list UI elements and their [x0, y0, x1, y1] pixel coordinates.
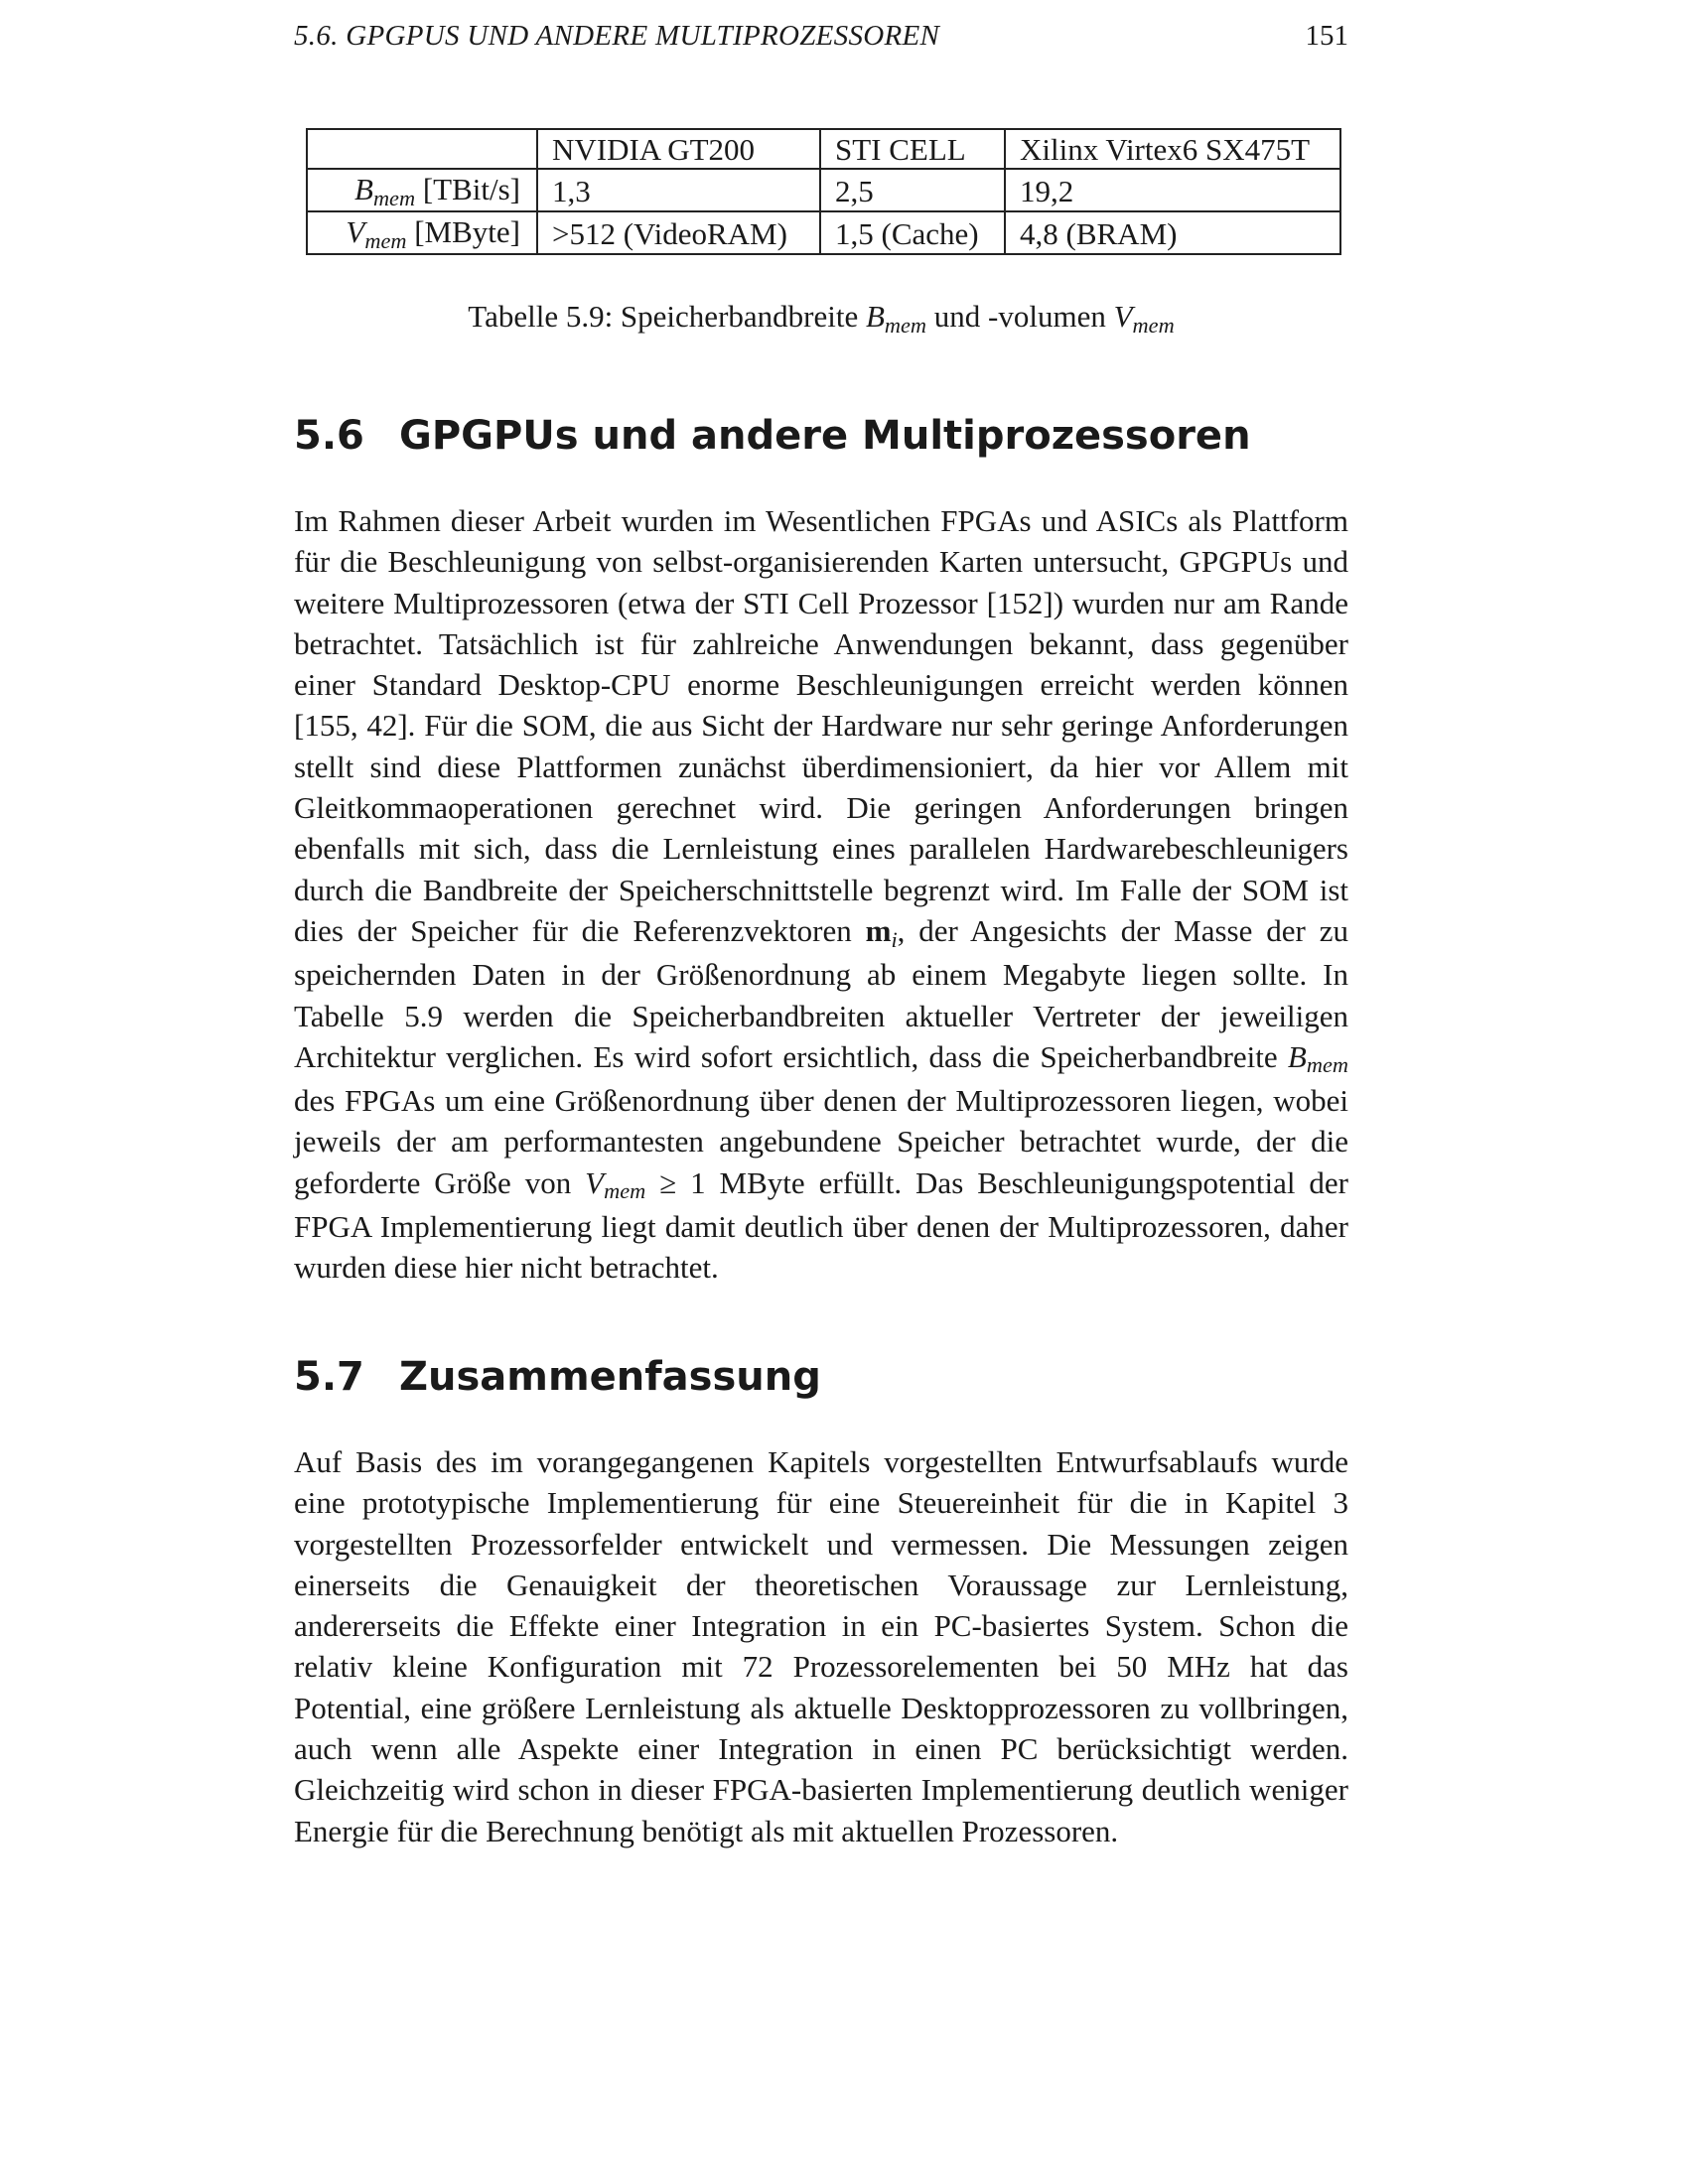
- math-subscript: mem: [884, 312, 927, 338]
- section-5-6-paragraph: [294, 500, 1348, 1289]
- math-subscript: mem: [1306, 1052, 1348, 1078]
- table-header-cell: NVIDIA GT200: [537, 129, 820, 169]
- section-heading-5-6: [294, 411, 1251, 461]
- unit-label: [MByte]: [406, 214, 520, 249]
- unit-label: [TBit/s]: [415, 172, 520, 206]
- running-head-title: 5.6. GPGPUS UND ANDERE MULTIPROZESSOREN: [294, 20, 940, 52]
- table-caption: [294, 296, 1348, 341]
- math-variable: B: [1287, 1038, 1307, 1074]
- table-cell: 2,5: [820, 169, 1005, 211]
- section-heading-5-7: [294, 1352, 821, 1402]
- math-variable: m: [865, 912, 892, 948]
- math-subscript: mem: [604, 1178, 646, 1204]
- table-row-label: [307, 169, 537, 211]
- table-row-label: [307, 211, 537, 254]
- table-row: [307, 169, 1340, 211]
- math-subscript: mem: [372, 185, 416, 210]
- math-subscript: i: [891, 926, 898, 952]
- paragraph-text: , der Angesichts der Masse der zu speichernden Daten in der Größenordnung ab einem Megabyte liegen sollte. In Tabelle 5.9 werden die Speicherbandbreiten aktueller Vertreter der jeweiligen Architektur verglichen. Es wird sofort ersichtlich, dass die Speicherbandbreite: [294, 912, 1348, 1074]
- table-header-cell: Xilinx Virtex6 SX475T: [1005, 129, 1340, 169]
- table-header-row: [307, 129, 1340, 169]
- memory-bandwidth-table: [306, 128, 1341, 255]
- caption-text: und -volumen: [926, 299, 1114, 334]
- page-number: 151: [1305, 20, 1348, 52]
- math-variable: B: [865, 299, 885, 334]
- math-variable: V: [585, 1164, 605, 1200]
- table-cell: 4,8 (BRAM): [1005, 211, 1340, 254]
- math-subscript: mem: [364, 227, 407, 253]
- section-title: GPGPUs und andere Multiprozessoren: [399, 413, 1251, 459]
- table-header-cell: [307, 129, 537, 169]
- table-cell: >512 (VideoRAM): [537, 211, 820, 254]
- table-cell: 1,3: [537, 169, 820, 211]
- paragraph-text: des FPGAs um eine Größenordnung über denen der Multiprozessoren liegen, wobei jeweils der am performantesten angebundene Speicher betrachtet wurde, der die geforderte Größe von: [294, 1083, 1348, 1200]
- caption-text: Tabelle 5.9: Speicherbandbreite: [468, 299, 866, 334]
- math-variable: V: [1113, 299, 1133, 334]
- table-row: [307, 211, 1340, 254]
- paragraph-text: Im Rahmen dieser Arbeit wurden im Wesentlichen FPGAs und ASICs als Plattform für die Beschleunigung von selbst-organisierenden Karten untersucht, GPGPUs und weitere Multiprozessoren (etwa der STI Cell Prozessor [152]) wurden nur am Rande betrachtet. Tatsächlich ist für zahlreiche Anwendungen bekannt, dass gegenüber einer Standard Desktop-CPU enorme Beschleunigungen erreicht werden können [155, 42]. Für die SOM, die aus Sicht der Hardware nur sehr geringe Anforderungen stellt sind diese Plattformen zunächst überdimensioniert, da hier vor Allem mit Gleitkommaoperationen gerechnet wird. Die geringen Anforderungen bringen ebenfalls mit sich, dass die Lernleistung eines parallelen Hardwarebeschleunigers durch die Bandbreite der Speicherschnittstelle begrenzt wird. Im Falle der SOM ist dies der Speicher für die Referenzvektoren: [294, 503, 1348, 948]
- table-cell: 1,5 (Cache): [820, 211, 1005, 254]
- section-5-7-paragraph: Auf Basis des im vorangegangenen Kapitels vorgestellten Entwurfsablaufs wurde eine prototypische Implementierung für eine Steuereinheit für die in Kapitel 3 vorgestellten Prozessorfelder entwickelt und vermessen. Die Messungen zeigen einerseits die Genauigkeit der theoretischen Voraussage zur Lernleistung, andererseits die Effekte einer Integration in ein PC-basiertes System. Schon die relativ kleine Konfiguration mit 72 Prozessorelementen bei 50 MHz hat das Potential, eine größere Lernleistung als aktuelle Desktopprozessoren zu vollbringen, auch wenn alle Aspekte einer Integration in einen PC berücksichtigt werden. Gleichzeitig wird schon in dieser FPGA-basierten Implementierung deutlich weniger Energie für die Berechnung benötigt als mit aktuellen Prozessoren.: [294, 1444, 1348, 1848]
- math-subscript: mem: [1132, 312, 1175, 338]
- table-header-cell: STI CELL: [820, 129, 1005, 169]
- math-variable: B: [354, 172, 373, 206]
- section-number: 5.7: [294, 1354, 364, 1400]
- table-cell: 19,2: [1005, 169, 1340, 211]
- math-variable: V: [346, 214, 365, 249]
- paragraph-text: ≥ 1 MByte erfüllt. Das Beschleunigungspotential der FPGA Implementierung liegt damit deutlich über denen der Multiprozessoren, daher wurden diese hier nicht betrachtet.: [294, 1164, 1348, 1286]
- section-title: Zusammenfassung: [399, 1354, 821, 1400]
- running-head: [294, 16, 1348, 56]
- section-number: 5.6: [294, 413, 364, 459]
